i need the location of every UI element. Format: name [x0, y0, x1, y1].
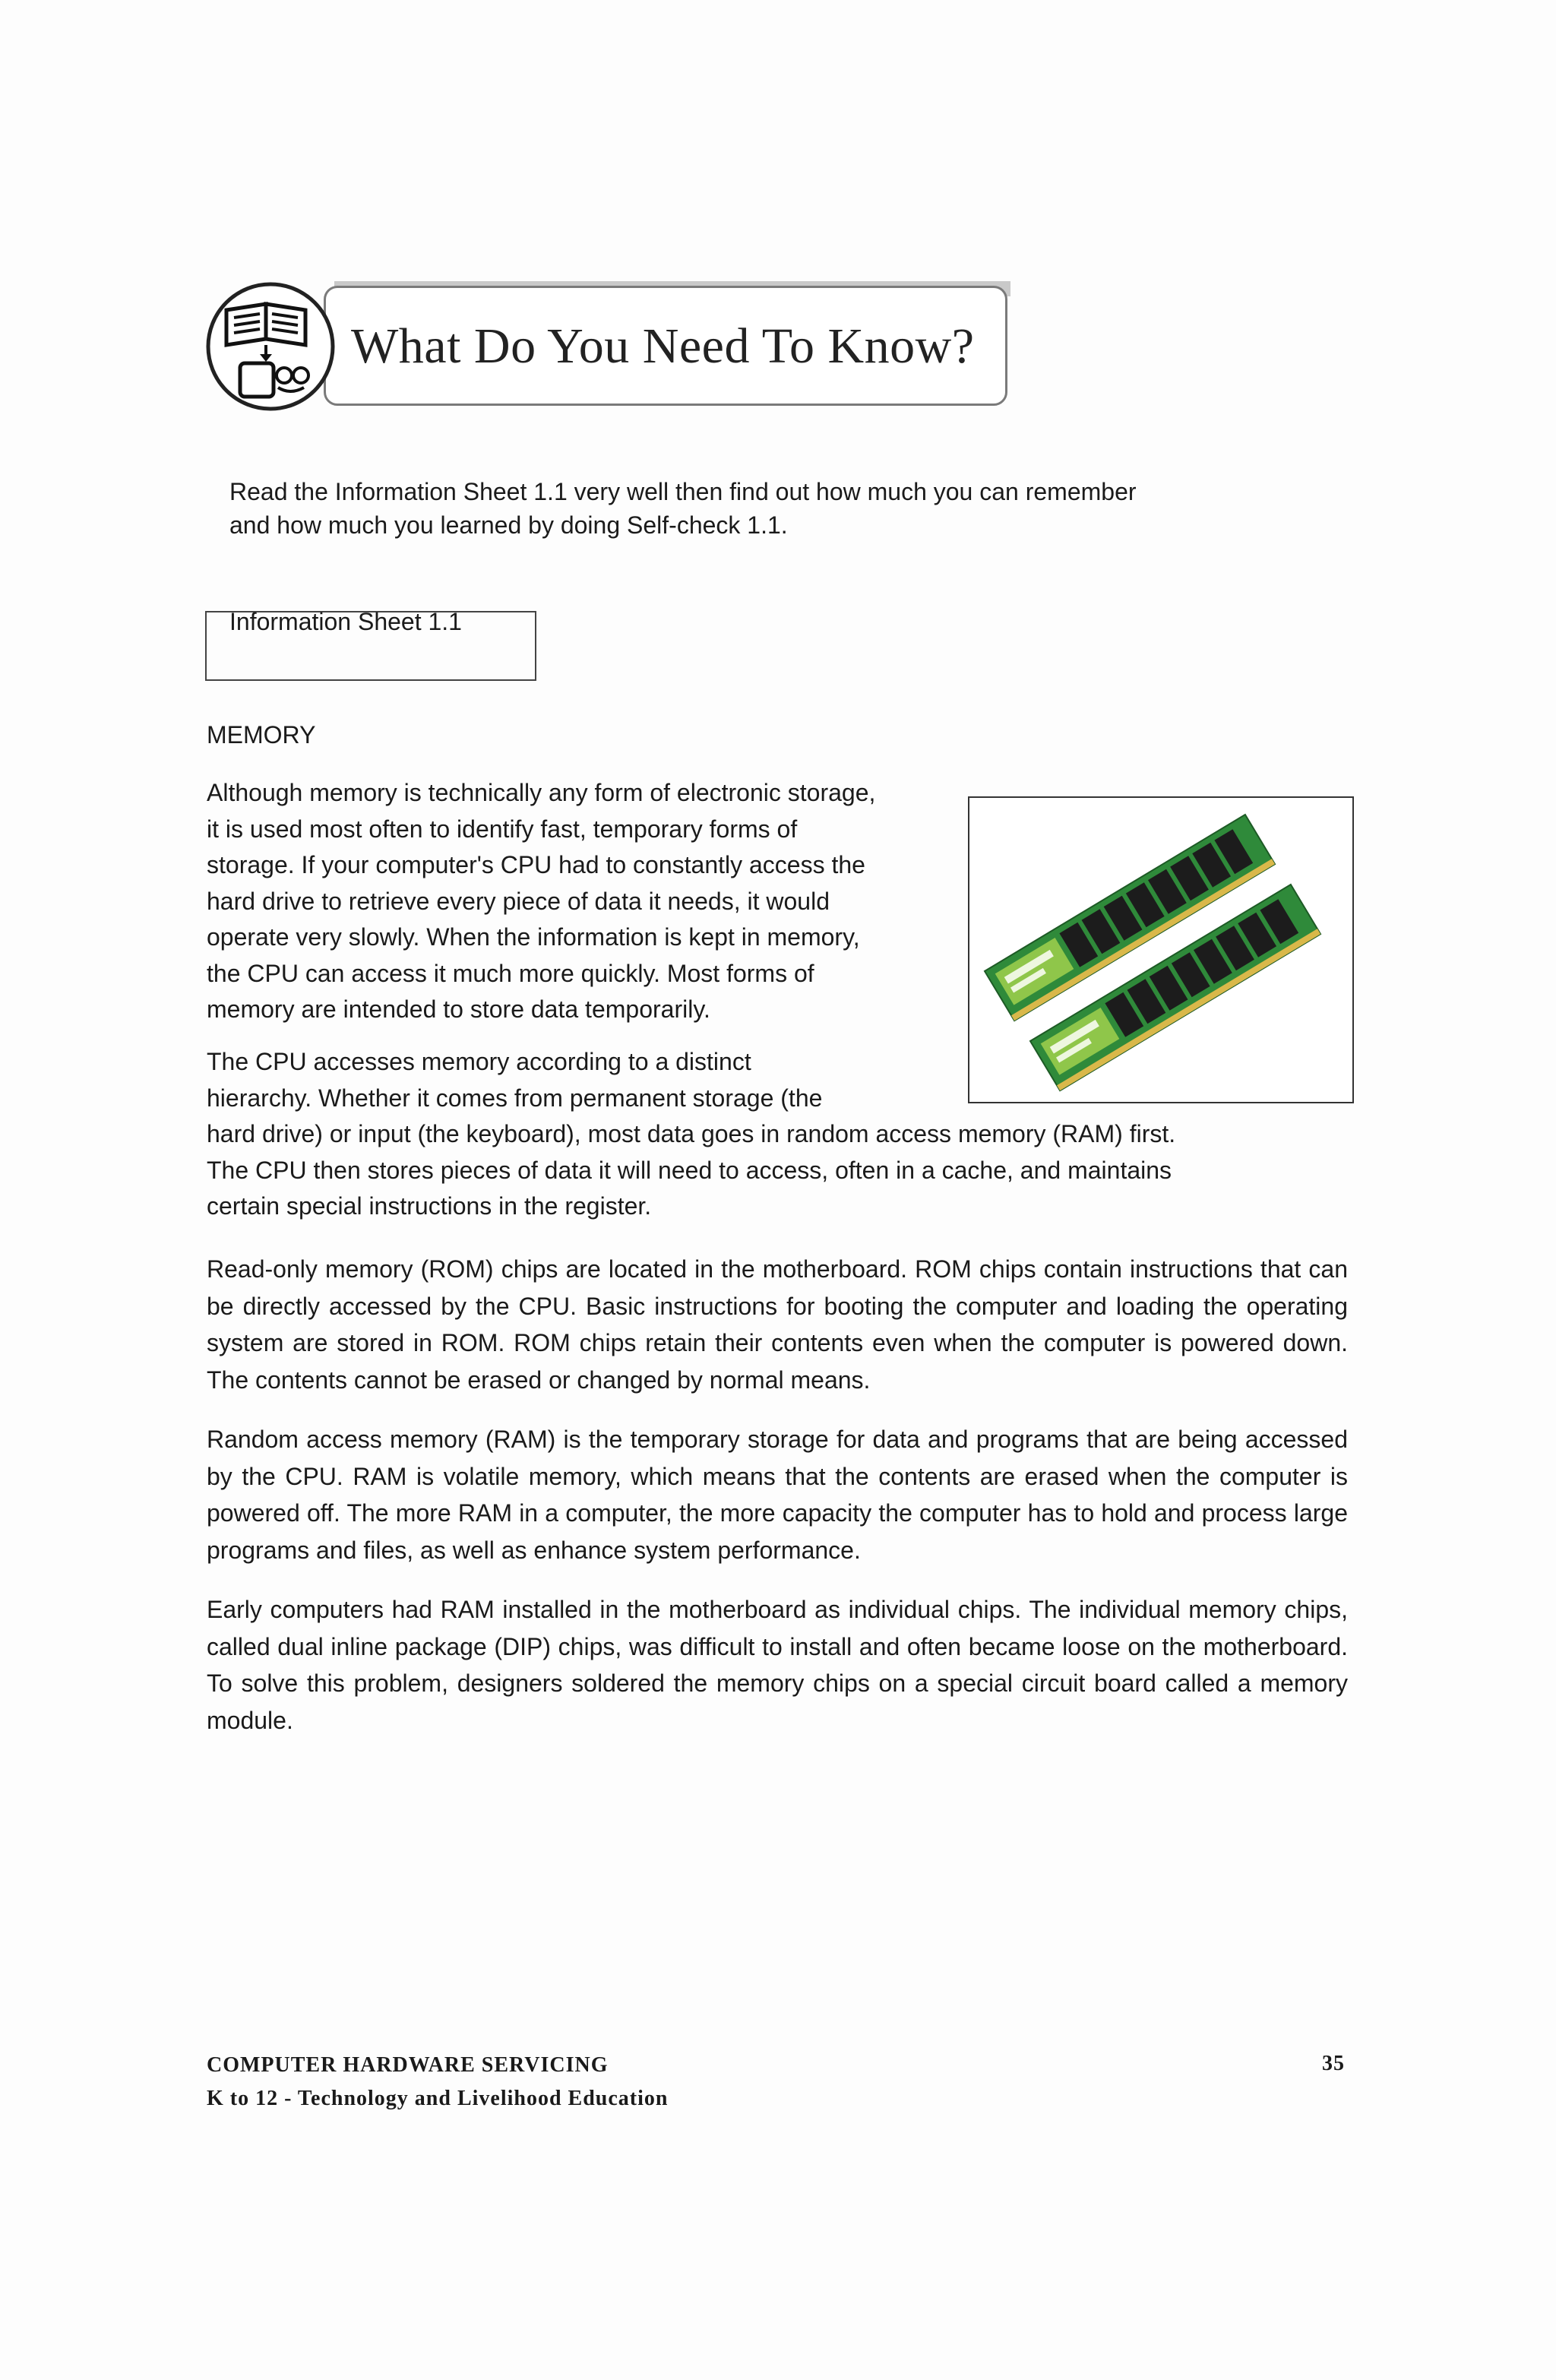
footer-program: K to 12 - Technology and Livelihood Education — [207, 2087, 669, 2110]
paragraph-2-line: The CPU then stores pieces of data it will need to access, often in a cache, and maintains — [207, 1156, 1172, 1184]
page-number: 35 — [1322, 2052, 1345, 2075]
paragraph-2-line: hierarchy. Whether it comes from permanent storage (the — [207, 1084, 823, 1112]
intro-line-2: and how much you learned by doing Self-check 1.1. — [229, 511, 788, 539]
banner-title: What Do You Need To Know? — [351, 318, 975, 374]
paragraph-1-line: storage. If your computer's CPU had to constantly access the — [207, 851, 865, 878]
paragraph-3: Read-only memory (ROM) chips are located in the motherboard. ROM chips contain instructions that can be directly accessed by the CPU. Basic instructions for booting the computer and loading the operating system are stored in ROM. ROM chips retain their contents even when the computer is powered down. The contents cannot be erased or changed by normal means. — [207, 1255, 1348, 1394]
paragraph-4: Random access memory (RAM) is the temporary storage for data and programs that are being accessed by the CPU. RAM is volatile memory, which means that the contents are erased when the computer is powered off. The more RAM in a computer, the more capacity the computer has to hold and process large programs and files, as well as enhance system performance. — [207, 1426, 1348, 1564]
paragraph-1-line: Although memory is technically any form of electronic storage, — [207, 779, 876, 806]
paragraph-1-line: hard drive to retrieve every piece of data it needs, it would — [207, 887, 830, 915]
paragraph-2-line: certain special instructions in the register. — [207, 1192, 652, 1220]
paragraph-1-line: it is used most often to identify fast, temporary forms of — [207, 815, 798, 843]
paragraph-1-line: the CPU can access it much more quickly. Most forms of — [207, 959, 814, 987]
intro-line-1: Read the Information Sheet 1.1 very well then find out how much you can remember — [229, 478, 1137, 505]
section-heading: MEMORY — [207, 721, 316, 748]
paragraph-2-line: The CPU accesses memory according to a distinct — [207, 1048, 751, 1075]
paragraph-1-line: memory are intended to store data temporarily. — [207, 995, 710, 1023]
footer-course: COMPUTER HARDWARE SERVICING — [207, 2053, 609, 2077]
paragraph-1 — [207, 775, 875, 1028]
paragraph-1-line: operate very slowly. When the information is kept in memory, — [207, 923, 860, 951]
paragraph-2-line: hard drive) or input (the keyboard), most data goes in random access memory (RAM) first. — [207, 1120, 1176, 1147]
book-reader-icon — [205, 281, 336, 412]
ram-modules-photo — [968, 796, 1354, 1103]
paragraph-5: Early computers had RAM installed in the motherboard as individual chips. The individual memory chips, called dual inline package (DIP) chips, was difficult to install and often became loose on the motherboard. To solve this problem, designers soldered the memory chips on a special circuit board called a memory module. — [207, 1596, 1348, 1734]
info-sheet-label: Information Sheet 1.1 — [229, 608, 462, 635]
